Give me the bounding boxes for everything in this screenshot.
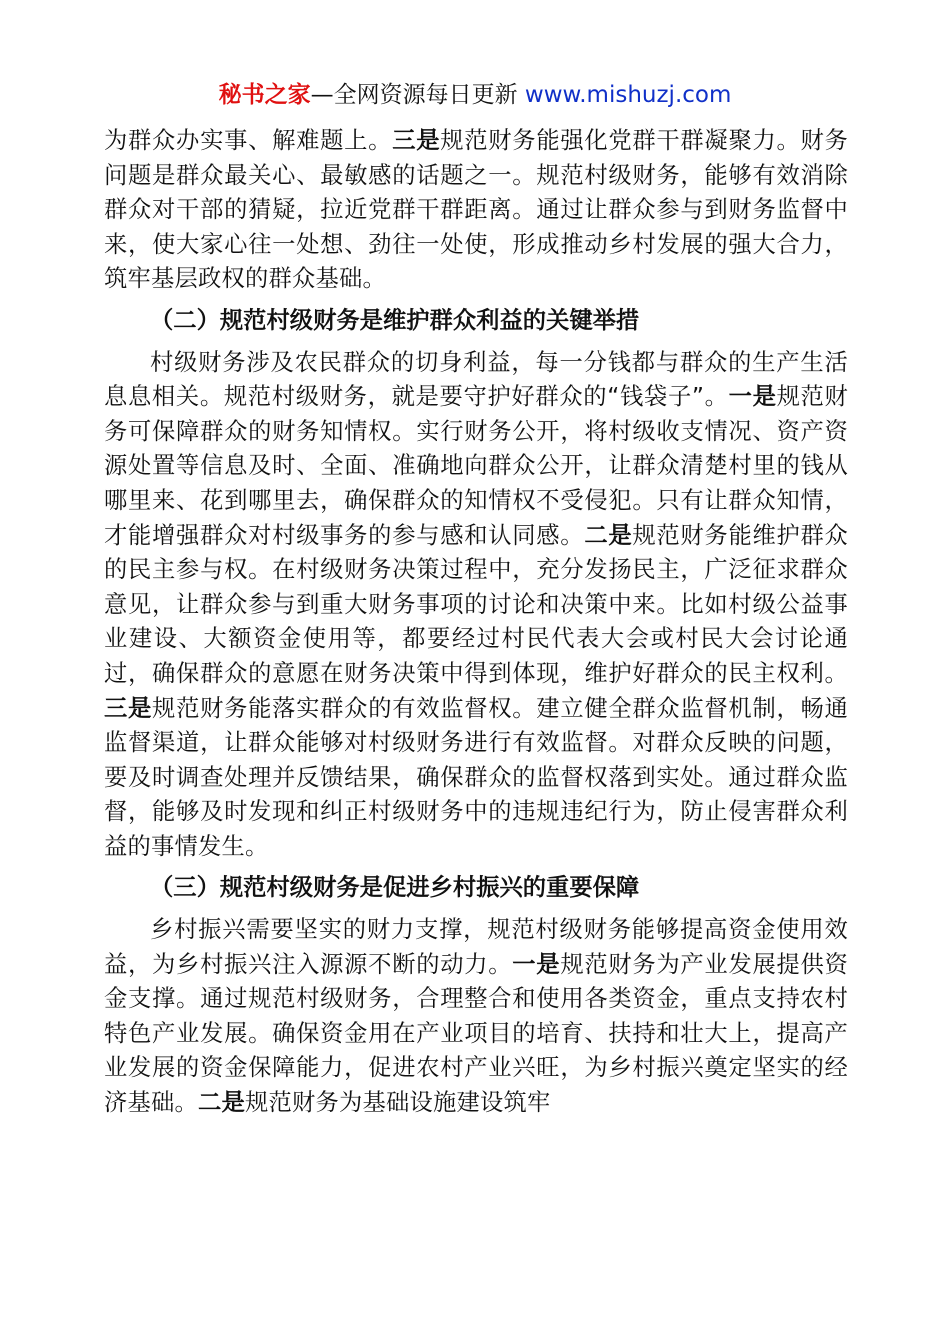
site-brand: 秘书之家 (218, 82, 311, 108)
bold-lead: 一是 (512, 950, 561, 978)
text-run: 乡村振兴需要坚实的财力支撑，规范村级财务能够提高资金使用效益，为乡村振兴注入源源不断的动力。 (104, 916, 848, 978)
paragraph-continuation (104, 124, 848, 297)
bold-lead: 二是 (584, 521, 633, 549)
text-run: 规范财务可保障群众的财务知情权。实行财务公开，将村级收支情况、资产资源处置等信息及时、全面、准确地向群众公开，让群众清楚村里的钱从哪里来、花到哪里去，确保群众的知情权不受侵犯。只有让群众知情，才能增强群众对村级事务的参与感和认同感。 (104, 383, 848, 549)
text-run: 规范财务为基础设施建设筑牢 (245, 1089, 551, 1117)
text-run: 村级财务涉及农民群众的切身利益，每一分钱都与群众的生产生活息息相关。规范村级财务，就是要守护好群众的“钱袋子”。 (104, 348, 848, 411)
paragraph-section-2 (104, 346, 848, 865)
bold-lead: 一是 (728, 383, 777, 411)
paragraph-section-3 (104, 913, 848, 1121)
site-tagline: —全网资源每日更新 (310, 82, 518, 108)
bold-lead: 二是 (198, 1089, 245, 1117)
text-run: 规范财务能落实群众的有效监督权。建立健全群众监督机制，畅通监督渠道，让群众能够对村级财务进行有效监督。对群众反映的问题，要及时调查处理并反馈结果，确保群众的监督权落到实处。通过群众监督，能够及时发现和纠正村级财务中的违规违纪行为，防止侵害群众利益的事情发生。 (104, 694, 848, 860)
section-heading-2: （二）规范村级财务是维护群众利益的关键举措 (150, 306, 640, 334)
document-body (104, 124, 848, 1121)
site-header (0, 80, 950, 110)
text-run: 规范财务能强化党群干群凝聚力。财务问题是群众最关心、最敏感的话题之一。规范村级财务，能够有效消除群众对干部的猜疑，拉近党群干群距离。通过让群众参与到财务监督中来，使大家心往一处想、劲往一处使，形成推动乡村发展的强大合力，筑牢基层政权的群众基础。 (104, 127, 849, 293)
bold-lead: 三是 (104, 694, 153, 722)
text-run: 规范财务能维护群众的民主参与权。在村级财务决策过程中，充分发扬民主，广泛征求群众意见，让群众参与到重大财务事项的讨论和决策中来。比如村级公益事业建设、大额资金使用等，都要经过村民代表大会或村民大会讨论通过，确保群众的意愿在财务决策中得到体现，维护好群众的民主权利。 (104, 521, 849, 687)
text-run: 为群众办实事、解难题上。 (104, 127, 393, 154)
site-url-link[interactable]: www.mishuzj.com (524, 82, 732, 108)
section-heading-3: （三）规范村级财务是促进乡村振兴的重要保障 (150, 874, 640, 902)
text-run: 规范财务为产业发展提供资金支撑。通过规范村级财务，合理整合和使用各类资金，重点支持农村特色产业发展。确保资金用在产业项目的培育、扶持和壮大上，提高产业发展的资金保障能力，促进农村产业兴旺，为乡村振兴奠定坚实的经济基础。 (104, 950, 849, 1117)
bold-lead: 三是 (392, 127, 441, 154)
